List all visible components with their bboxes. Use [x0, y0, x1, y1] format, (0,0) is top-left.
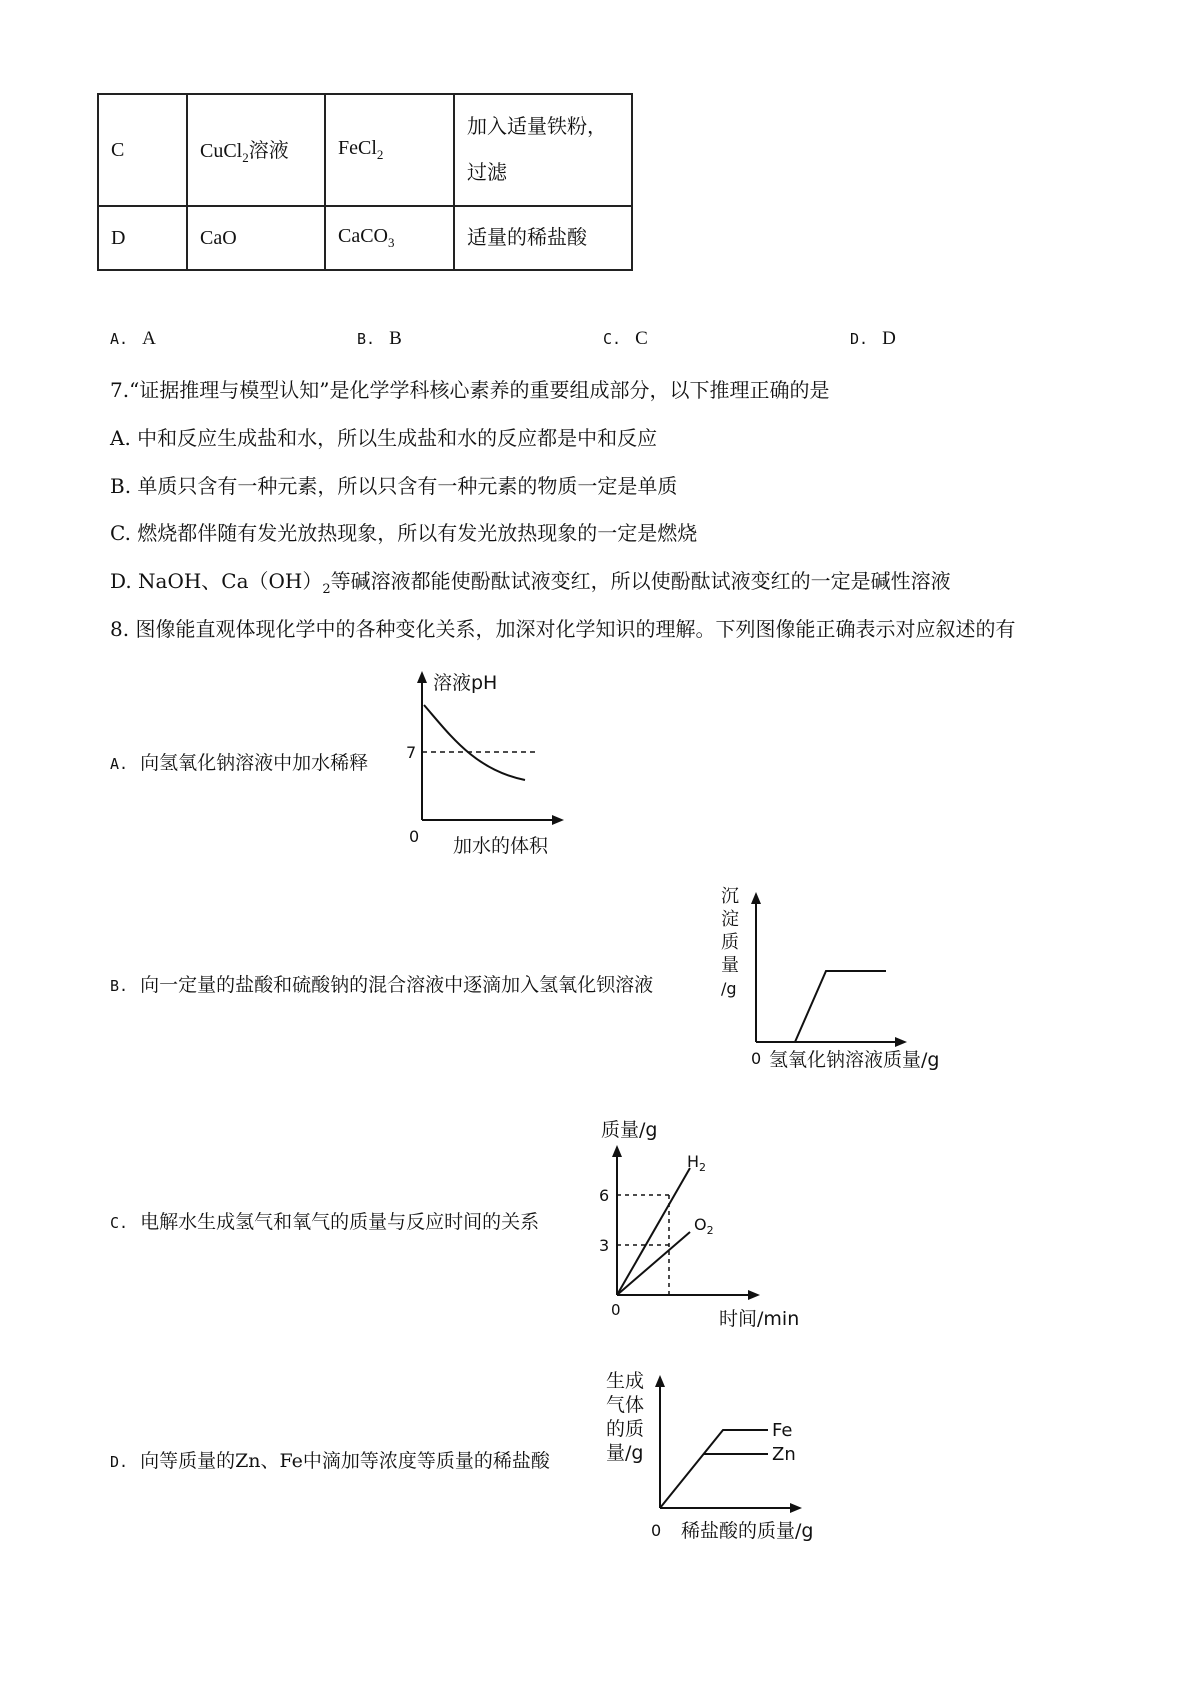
graph-d: [600, 1365, 860, 1550]
origin-label: 0: [651, 1521, 662, 1540]
x-axis-label: 时间/min: [719, 1308, 800, 1330]
y-axis-label: 量/g: [606, 1442, 644, 1464]
substance-cell: CuCl$_2$溶液: [187, 94, 325, 206]
q7-option-d[interactable]: D. NaOH、$Ca(OH)_2$等碱溶液都能使酚酞试液变红，所以使酚酞试液变红的一定是碱性溶液: [110, 569, 951, 597]
q7-option-b[interactable]: B. 单质只含有一种元素，所以只含有一种元素的物质一定是单质: [110, 474, 678, 498]
series-label-fe: Fe: [772, 1420, 793, 1441]
origin-label: 0: [611, 1301, 621, 1319]
q8-option-c[interactable]: C. 电解水生成氢气和氧气的质量与反应时间的关系: [110, 1211, 540, 1233]
y-axis-arrow-icon: [655, 1375, 665, 1387]
y-axis-label: 沉: [721, 886, 739, 907]
tick-label: 3: [599, 1236, 610, 1255]
y-axis-arrow-icon: [751, 892, 761, 904]
y-axis-arrow-icon: [612, 1145, 622, 1157]
options-table: [97, 93, 633, 271]
series-label-o2: $O_2$: [694, 1215, 714, 1237]
answer-choice-d[interactable]: D. D: [850, 328, 896, 349]
series-label-zn: Zn: [772, 1444, 796, 1465]
method-cell: 适量的稀盐酸: [454, 206, 632, 270]
y-axis-label: 气体: [606, 1394, 645, 1416]
y-axis-label: 生成: [606, 1370, 645, 1392]
fe-line: [660, 1430, 768, 1508]
graph-a: [395, 665, 575, 860]
y-axis-label: 溶液pH: [433, 672, 498, 694]
q8-option-d[interactable]: D. 向等质量的Zn、Fe中滴加等浓度等质量的稀盐酸: [110, 1450, 550, 1472]
y-axis-label: /g: [721, 979, 737, 998]
method-cell: 加入适量铁粉，过滤: [454, 94, 632, 206]
graph-c: [595, 1110, 820, 1335]
origin-label: 0: [751, 1049, 762, 1068]
x-axis-arrow-icon: [748, 1290, 760, 1300]
y-axis-label: 质量/g: [601, 1119, 658, 1141]
q8-stem: 8. 图像能直观体现化学中的各种变化关系，加深对化学知识的理解。下列图像能正确表示对应叙述的有: [110, 617, 1016, 641]
origin-label: 0: [409, 827, 420, 846]
x-axis-label: 加水的体积: [453, 835, 549, 857]
impurity-cell: FeCl$_2$: [325, 94, 454, 206]
precipitate-line: [795, 971, 886, 1042]
x-axis-arrow-icon: [895, 1037, 907, 1047]
answer-choice-c[interactable]: C. C: [603, 328, 648, 349]
x-axis-label: 氢氧化钠溶液质量/g: [769, 1049, 940, 1071]
o2-line: [617, 1232, 690, 1295]
answer-choice-a[interactable]: A. A: [110, 328, 156, 349]
tick-label: 7: [406, 743, 417, 762]
ph-curve: [424, 705, 525, 780]
h2-line: [617, 1168, 690, 1295]
q8-option-a[interactable]: A. 向氢氧化钠溶液中加水稀释: [110, 752, 369, 774]
y-axis-label: 质: [721, 932, 739, 953]
y-axis-label: 淀: [721, 909, 739, 930]
impurity-cell: CaCO$_3$: [325, 206, 454, 270]
graph-b: [715, 880, 975, 1085]
row-label: D: [98, 206, 187, 270]
q7-option-a[interactable]: A. 中和反应生成盐和水，所以生成盐和水的反应都是中和反应: [110, 426, 658, 450]
q7-stem: 7.“证据推理与模型认知”是化学学科核心素养的重要组成部分，以下推理正确的是: [110, 378, 830, 402]
x-axis-arrow-icon: [790, 1503, 802, 1513]
y-axis-label: 量: [721, 955, 739, 976]
table-row: [98, 206, 632, 270]
x-axis-arrow-icon: [552, 815, 564, 825]
y-axis-arrow-icon: [417, 671, 427, 683]
x-axis-label: 稀盐酸的质量/g: [681, 1520, 814, 1542]
table-row: [98, 94, 632, 206]
answer-choice-b[interactable]: B. B: [357, 328, 402, 349]
q8-option-b[interactable]: B. 向一定量的盐酸和硫酸钠的混合溶液中逐滴加入氢氧化钡溶液: [110, 974, 654, 996]
substance-cell: CaO: [187, 206, 325, 270]
row-label: C: [98, 94, 187, 206]
q7-option-c[interactable]: C. 燃烧都伴随有发光放热现象，所以有发光放热现象的一定是燃烧: [110, 521, 698, 545]
y-axis-label: 的质: [606, 1418, 645, 1440]
series-label-h2: $H_2$: [687, 1152, 707, 1174]
tick-label: 6: [599, 1186, 610, 1205]
